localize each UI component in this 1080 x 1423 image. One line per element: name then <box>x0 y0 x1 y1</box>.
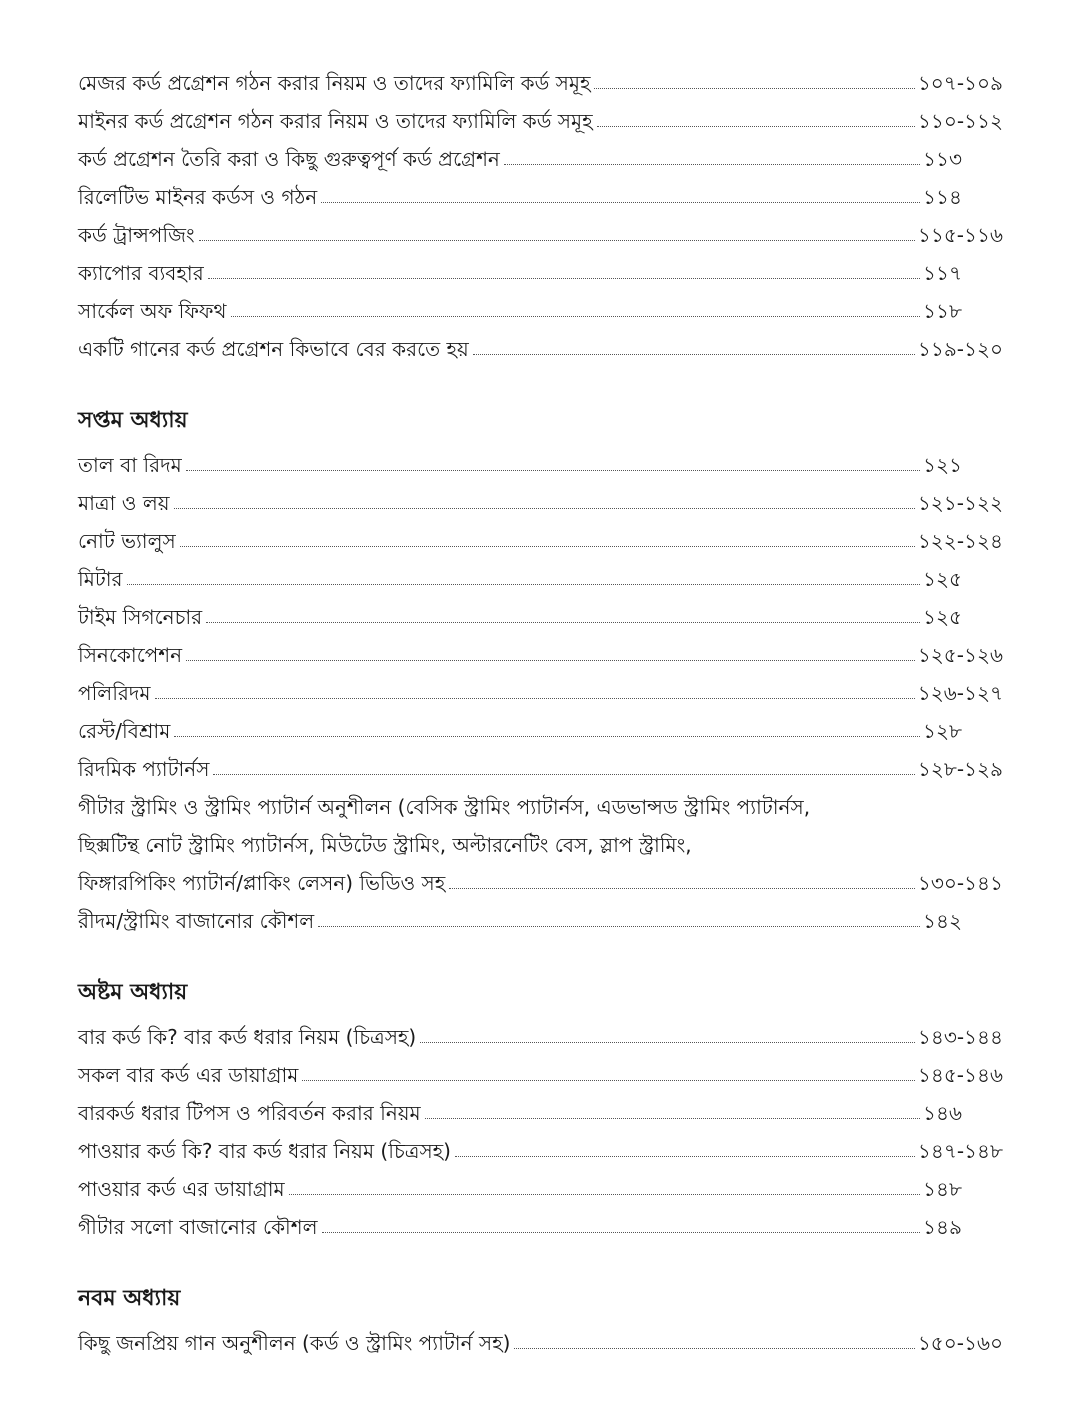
toc-entry-title-line-1: গীটার স্ট্রামিং ও স্ট্রামিং প্যাটার্ন অনুশীলন (বেসিক স্ট্রামিং প্যাটার্নস, এডভান্সড স্ট্রামিং প্যাটার্নস, <box>78 795 811 819</box>
dot-leader <box>155 698 915 699</box>
dot-leader <box>186 660 915 661</box>
toc-entry-pages: ১৪৫-১৪৬ <box>917 1063 1003 1087</box>
toc-entry[interactable] <box>78 210 1003 248</box>
dot-leader <box>302 1080 914 1081</box>
toc-entry-pages: ১২৬-১২৭ <box>917 681 1003 705</box>
dot-leader <box>322 1232 920 1233</box>
toc-entry-title: সিনকোপেশন <box>78 643 183 667</box>
toc-entry[interactable] <box>78 1164 1003 1202</box>
toc-entry[interactable] <box>78 172 1003 210</box>
toc-entry-title: কর্ড প্রগ্রেশন তৈরি করা ও কিছু গুরুত্বপূর্ণ কর্ড প্রগ্রেশন <box>78 147 500 171</box>
dot-leader <box>213 774 914 775</box>
toc-entry[interactable] <box>78 478 1003 516</box>
toc-entry-title: নোট ভ্যালুস <box>78 529 176 553</box>
dot-leader <box>231 316 920 317</box>
toc-entry[interactable] <box>78 440 1003 478</box>
dot-leader <box>425 1118 920 1119</box>
toc-entry-pages: ১২১ <box>923 453 962 477</box>
toc-entry-title: তাল বা রিদম <box>78 453 182 477</box>
toc-entry-pages: ১৪৯ <box>923 1215 962 1239</box>
toc-entry[interactable] <box>78 516 1003 554</box>
toc-entry-pages: ১৪৭-১৪৮ <box>917 1139 1003 1163</box>
toc-entry-pages: ১০৭-১০৯ <box>917 71 1003 95</box>
toc-entry[interactable] <box>78 630 1003 668</box>
toc-entry[interactable] <box>78 96 1003 134</box>
toc-entry[interactable] <box>78 1318 1003 1356</box>
toc-entry-pages: ১১৩ <box>923 147 962 171</box>
dot-leader <box>318 926 920 927</box>
toc-entry-title: গীটার সলো বাজানোর কৌশল <box>78 1215 318 1239</box>
toc-entry-pages: ১১৭ <box>923 261 962 285</box>
dot-leader <box>597 126 915 127</box>
toc-entry[interactable] <box>78 248 1003 286</box>
toc-entry-title: মাইনর কর্ড প্রগ্রেশন গঠন করার নিয়ম ও তাদের ফ্যামিলি কর্ড সমূহ <box>78 109 593 133</box>
toc-entry[interactable] <box>78 286 1003 324</box>
dot-leader <box>206 622 920 623</box>
toc-entry[interactable] <box>78 1126 1003 1164</box>
toc-entry[interactable] <box>78 58 1003 96</box>
dot-leader <box>174 736 920 737</box>
toc-entry-pages: ১৪৬ <box>923 1101 962 1125</box>
dot-leader <box>321 202 920 203</box>
toc-entry-title: রিলেটিভ মাইনর কর্ডস ও গঠন <box>78 185 318 209</box>
toc-entry-pages: ১২৮ <box>923 719 962 743</box>
dot-leader <box>473 354 915 355</box>
toc-entry-pages: ১২৫-১২৬ <box>917 643 1003 667</box>
toc-page <box>78 58 1003 1356</box>
dot-leader <box>449 888 915 889</box>
chapter-heading: অষ্টম অধ্যায় <box>78 980 188 1005</box>
dot-leader <box>289 1194 920 1195</box>
toc-entry-last-line <box>78 858 1003 896</box>
dot-leader <box>594 88 914 89</box>
toc-entry-title-line-3: ফিঙ্গারপিকিং প্যাটার্ন/প্লাকিং লেসন) ভিডিও সহ <box>78 871 446 895</box>
toc-entry[interactable] <box>78 1202 1003 1240</box>
toc-entry[interactable] <box>78 1012 1003 1050</box>
toc-entry-title: মেজর কর্ড প্রগ্রেশন গঠন করার নিয়ম ও তাদের ফ্যামিলি কর্ড সমূহ <box>78 71 591 95</box>
toc-entry-title: মাত্রা ও লয় <box>78 491 170 515</box>
section-spacer <box>78 934 1003 972</box>
toc-entry-pages: ১৩০-১৪১ <box>917 871 1003 895</box>
chapter-heading: নবম অধ্যায় <box>78 1286 181 1311</box>
dot-leader <box>455 1156 915 1157</box>
dot-leader <box>127 584 920 585</box>
dot-leader <box>420 1042 915 1043</box>
toc-entry-title-line-2: ছিক্সটিন্থ নোট স্ট্রামিং প্যাটার্নস, মিউটেড স্ট্রামিং, অল্টারনেটিং বেস, স্লাপ স্ট্রামিং, <box>78 833 692 857</box>
toc-entry-title: মিটার <box>78 567 123 591</box>
toc-entry-pages: ১২১-১২২ <box>917 491 1003 515</box>
toc-entry-pages: ১১৫-১১৬ <box>917 223 1003 247</box>
toc-entry-pages: ১১৯-১২০ <box>917 337 1003 361</box>
dot-leader <box>186 470 920 471</box>
toc-entry-title: পাওয়ার কর্ড কি? বার কর্ড ধরার নিয়ম (চিত্রসহ) <box>78 1139 451 1163</box>
toc-entry[interactable] <box>78 324 1003 362</box>
toc-entry-pages: ১৪৩-১৪৪ <box>917 1025 1003 1049</box>
toc-entry-pages: ১২৫ <box>923 567 962 591</box>
toc-entry[interactable] <box>78 134 1003 172</box>
toc-entry-title: রেস্ট/বিশ্রাম <box>78 719 171 743</box>
toc-entry[interactable] <box>78 706 1003 744</box>
toc-entry-title: সকল বার কর্ড এর ডায়াগ্রাম <box>78 1063 299 1087</box>
toc-entry[interactable] <box>78 896 1003 934</box>
toc-entry-pages: ১৪৮ <box>923 1177 962 1201</box>
toc-entry-pages: ১১০-১১২ <box>917 109 1003 133</box>
toc-entry[interactable] <box>78 592 1003 630</box>
chapter-heading: সপ্তম অধ্যায় <box>78 408 188 433</box>
toc-entry[interactable] <box>78 1050 1003 1088</box>
toc-entry-multiline[interactable] <box>78 782 1003 896</box>
toc-entry-title: বার কর্ড কি? বার কর্ড ধরার নিয়ম (চিত্রসহ) <box>78 1025 417 1049</box>
dot-leader <box>199 240 915 241</box>
toc-entry-pages: ১১৪ <box>923 185 962 209</box>
toc-entry-pages: ১৫০-১৬০ <box>917 1331 1003 1355</box>
toc-entry-title: বারকর্ড ধরার টিপস ও পরিবর্তন করার নিয়ম <box>78 1101 421 1125</box>
toc-entry-title: পলিরিদম <box>78 681 151 705</box>
dot-leader <box>174 508 915 509</box>
toc-entry-title: রিদমিক প্যাটার্নস <box>78 757 210 781</box>
dot-leader <box>504 164 920 165</box>
toc-entry-title: কিছু জনপ্রিয় গান অনুশীলন (কর্ড ও স্ট্রামিং প্যাটার্ন সহ) <box>78 1331 511 1355</box>
toc-entry[interactable] <box>78 668 1003 706</box>
toc-entry-title: একটি গানের কর্ড প্রগ্রেশন কিভাবে বের করতে হয় <box>78 337 469 361</box>
dot-leader <box>514 1348 914 1349</box>
section-spacer <box>78 362 1003 400</box>
dot-leader <box>180 546 915 547</box>
toc-entry-title: রীদম/স্ট্রামিং বাজানোর কৌশল <box>78 909 315 933</box>
toc-entry-title: কর্ড ট্রান্সপজিং <box>78 223 195 247</box>
toc-entry-pages: ১১৮ <box>923 299 962 323</box>
toc-section-continued <box>78 58 1003 362</box>
toc-entry-pages: ১২২-১২৪ <box>917 529 1003 553</box>
toc-entry-title: সার্কেল অফ ফিফথ <box>78 299 227 323</box>
toc-entry-pages: ১২৫ <box>923 605 962 629</box>
dot-leader <box>208 278 920 279</box>
toc-entry-title: টাইম সিগনেচার <box>78 605 203 629</box>
toc-section-chapter-7 <box>78 400 1003 934</box>
section-spacer <box>78 1240 1003 1278</box>
toc-entry[interactable] <box>78 744 1003 782</box>
toc-entry[interactable] <box>78 554 1003 592</box>
toc-entry-title: পাওয়ার কর্ড এর ডায়াগ্রাম <box>78 1177 285 1201</box>
toc-entry-pages: ১৪২ <box>923 909 962 933</box>
toc-section-chapter-9 <box>78 1278 1003 1356</box>
toc-entry[interactable] <box>78 1088 1003 1126</box>
toc-section-chapter-8 <box>78 972 1003 1240</box>
toc-entry-pages: ১২৮-১২৯ <box>917 757 1003 781</box>
toc-entry-title: ক্যাপোর ব্যবহার <box>78 261 204 285</box>
